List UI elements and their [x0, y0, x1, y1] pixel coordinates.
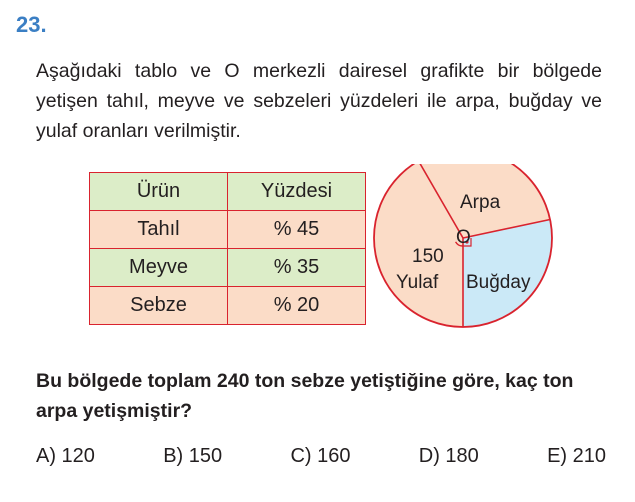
table-row — [90, 287, 366, 325]
table-cell-percent: % 45 — [228, 211, 366, 249]
pie-label-bugday: Buğday — [466, 272, 531, 293]
question-number: 23. — [16, 12, 47, 37]
table-cell-product: Meyve — [90, 249, 228, 287]
question-text: Bu bölgede toplam 240 ton sebze yetiştiğine göre, kaç ton arpa yetişmiştir? — [36, 370, 574, 422]
table-cell-percent: % 35 — [228, 249, 366, 287]
choice-e[interactable]: E) 210 — [547, 445, 606, 467]
pie-angle-label: 150 — [412, 246, 444, 267]
choice-a[interactable]: A) 120 — [36, 445, 95, 467]
choice-c[interactable]: C) 160 — [290, 445, 351, 467]
choice-b[interactable]: B) 150 — [163, 445, 223, 467]
percentage-table — [89, 172, 366, 325]
table-cell-product: Sebze — [90, 287, 228, 325]
table-cell-product: Tahıl — [90, 211, 228, 249]
table-header-product: Ürün — [90, 173, 228, 211]
table-cell-percent: % 20 — [228, 287, 366, 325]
pie-center-label: O — [456, 227, 471, 248]
pie-label-yulaf: Yulaf — [396, 272, 439, 293]
table-header-percent: Yüzdesi — [228, 173, 366, 211]
answer-choices — [36, 445, 606, 468]
table-row — [90, 211, 366, 249]
table-row — [90, 249, 366, 287]
pie-chart — [370, 164, 560, 354]
pie-label-arpa: Arpa — [460, 192, 501, 213]
question-intro: Aşağıdaki tablo ve O merkezli dairesel grafikte bir bölgede yetişen tahıl, meyve ve sebzeleri yüzdeleri ile arpa, buğday ve yulaf oranları verilmiştir. — [36, 60, 602, 142]
choice-d[interactable]: D) 180 — [418, 445, 479, 467]
table-header-row — [90, 173, 366, 211]
